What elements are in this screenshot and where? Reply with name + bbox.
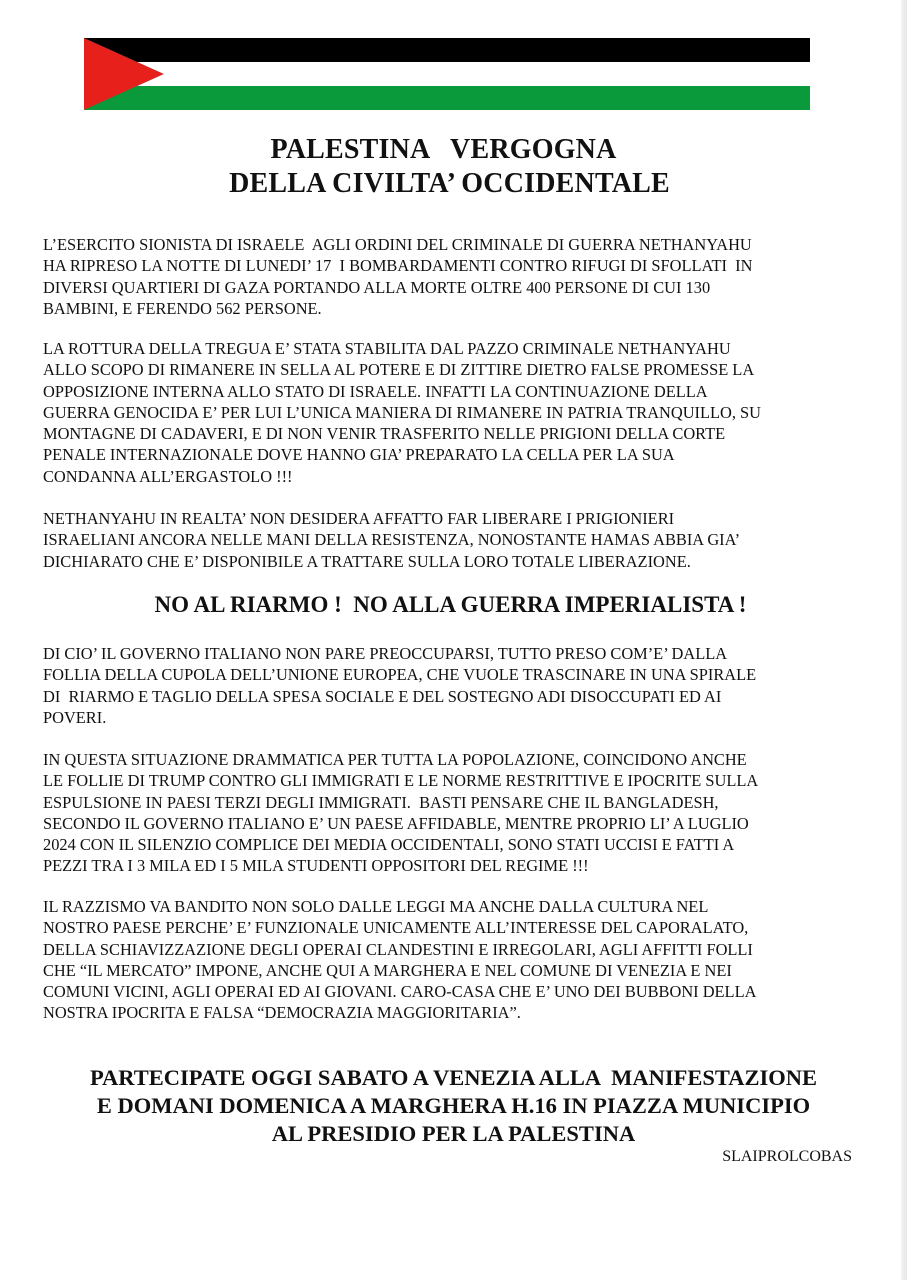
- paragraph-line: CHE “IL MERCATO” IMPONE, ANCHE QUI A MARGHERA E NEL COMUNE DI VENEZIA E NEI: [43, 960, 732, 980]
- flag-stripe-black: [84, 38, 810, 62]
- paragraph-line: LE FOLLIE DI TRUMP CONTRO GLI IMMIGRATI E LE NORME RESTRITTIVE E IPOCRITE SULLA: [43, 771, 759, 791]
- paragraph-line: PENALE INTERNAZIONALE DOVE HANNO GIA’ PREPARATO LA CELLA PER LA SUA: [43, 445, 675, 465]
- paragraph-line: DI CIO’ IL GOVERNO ITALIANO NON PARE PREOCCUPARSI, TUTTO PRESO COM’E’ DALLA: [43, 644, 728, 663]
- paragraph-line: DELLA SCHIAVIZZAZIONE DEGLI OPERAI CLANDESTINI E IRREGOLARI, AGLI AFFITTI FOLLI: [43, 939, 753, 959]
- palestine-flag-image: [84, 38, 810, 110]
- paragraph-line: DICHIARATO CHE E’ DISPONIBILE A TRATTARE SULLA LORO TOTALE LIBERAZIONE.: [43, 551, 691, 571]
- paragraph-line: IL RAZZISMO VA BANDITO NON SOLO DALLE LEGGI MA ANCHE DALLA CULTURA NEL: [43, 897, 709, 916]
- flag-stripe-green: [84, 86, 810, 110]
- paragraph-line: NETHANYAHU IN REALTA’ NON DESIDERA AFFATTO FAR LIBERARE I PRIGIONIERI: [43, 509, 675, 528]
- paragraph-line: FOLLIA DELLA CUPOLA DELL’UNIONE EUROPEA, CHE VUOLE TRASCINARE IN UNA SPIRALE: [43, 665, 757, 685]
- paragraph-line: BAMBINI, E FERENDO 562 PERSONE.: [43, 298, 322, 318]
- callout-line: AL PRESIDIO PER LA PALESTINA: [271, 1121, 636, 1146]
- paragraph-3: [43, 508, 843, 572]
- paragraph-1: [43, 234, 843, 319]
- flag-stripe-white: [84, 62, 810, 86]
- event-callout: [0, 1064, 907, 1148]
- paragraph-line: GUERRA GENOCIDA E’ PER LUI L’UNICA MANIERA DI RIMANERE IN PATRIA TRANQUILLO, SU: [43, 402, 762, 422]
- slogan-heading: NO AL RIARMO ! NO ALLA GUERRA IMPERIALISTA !: [154, 592, 747, 617]
- paragraph-line: DIVERSI QUARTIERI DI GAZA PORTANDO ALLA MORTE OLTRE 400 PERSONE DI CUI 130: [43, 277, 711, 297]
- paragraph-line: PEZZI TRA I 3 MILA ED I 5 MILA STUDENTI OPPOSITORI DEL REGIME !!!: [43, 856, 589, 876]
- paragraph-line: MONTAGNE DI CADAVERI, E DI NON VENIR TRASFERITO NELLE PRIGIONI DELLA CORTE: [43, 424, 726, 444]
- paragraph-5: [43, 749, 843, 877]
- palestine-flag-graphic: [84, 38, 810, 110]
- paragraph-line: IN QUESTA SITUAZIONE DRAMMATICA PER TUTTA LA POPOLAZIONE, COINCIDONO ANCHE: [43, 750, 747, 769]
- paragraph-line: SECONDO IL GOVERNO ITALIANO E’ UN PAESE AFFIDABLE, MENTRE PROPRIO LI’ A LUGLIO: [43, 813, 749, 833]
- paragraph-line: NOSTRO PAESE PERCHE’ E’ FUNZIONALE UNICAMENTE ALL’INTERESSE DEL CAPORALATO,: [43, 918, 749, 938]
- callout-line: PARTECIPATE OGGI SABATO A VENEZIA ALLA MANIFESTAZIONE: [89, 1065, 818, 1090]
- paragraph-line: ALLO SCOPO DI RIMANERE IN SELLA AL POTERE E DI ZITTIRE DIETRO FALSE PROMESSE LA: [43, 360, 755, 380]
- headline-line-1: PALESTINA VERGOGNA: [270, 134, 617, 165]
- headline-line-2: DELLA CIVILTA’ OCCIDENTALE: [229, 168, 670, 199]
- callout-line: E DOMANI DOMENICA A MARGHERA H.16 IN PIAZZA MUNICIPIO: [96, 1093, 811, 1118]
- paragraph-line: ISRAELIANI ANCORA NELLE MANI DELLA RESISTENZA, NONOSTANTE HAMAS ABBIA GIA’: [43, 530, 741, 550]
- paragraph-line: CONDANNA ALL’ERGASTOLO !!!: [43, 466, 293, 486]
- paragraph-line: ESPULSIONE IN PAESI TERZI DEGLI IMMIGRATI. BASTI PENSARE CHE IL BANGLADESH,: [43, 792, 719, 812]
- paragraph-line: HA RIPRESO LA NOTTE DI LUNEDI’ 17 I BOMBARDAMENTI CONTRO RIFUGI DI SFOLLATI IN: [43, 256, 753, 276]
- paragraph-line: OPPOSIZIONE INTERNA ALLO STATO DI ISRAELE. INFATTI LA CONTINUAZIONE DELLA: [43, 381, 708, 401]
- paragraph-line: 2024 CON IL SILENZIO COMPLICE DEI MEDIA OCCIDENTALI, SONO STATI UCCISI E FATTI A: [43, 835, 735, 855]
- paragraph-line: NOSTRA IPOCRITA E FALSA “DEMOCRAZIA MAGGIORITARIA”.: [43, 1003, 521, 1023]
- paragraph-line: LA ROTTURA DELLA TREGUA E’ STATA STABILITA DAL PAZZO CRIMINALE NETHANYAHU: [43, 339, 731, 358]
- signature: SLAIPROLCOBAS: [722, 1148, 852, 1165]
- paragraph-line: COMUNI VICINI, AGLI OPERAI ED AI GIOVANI. CARO-CASA CHE E’ UNO DEI BUBBONI DELLA: [43, 982, 757, 1002]
- paragraph-line: POVERI.: [43, 707, 107, 727]
- paragraph-4: [43, 643, 843, 728]
- paragraph-line: DI RIARMO E TAGLIO DELLA SPESA SOCIALE E DEL SOSTEGNO ADI DISOCCUPATI ED AI: [43, 686, 722, 706]
- paragraph-6: [43, 896, 843, 1024]
- paragraph-line: L’ESERCITO SIONISTA DI ISRAELE AGLI ORDINI DEL CRIMINALE DI GUERRA NETHANYAHU: [43, 235, 752, 254]
- paragraph-2: [43, 338, 843, 487]
